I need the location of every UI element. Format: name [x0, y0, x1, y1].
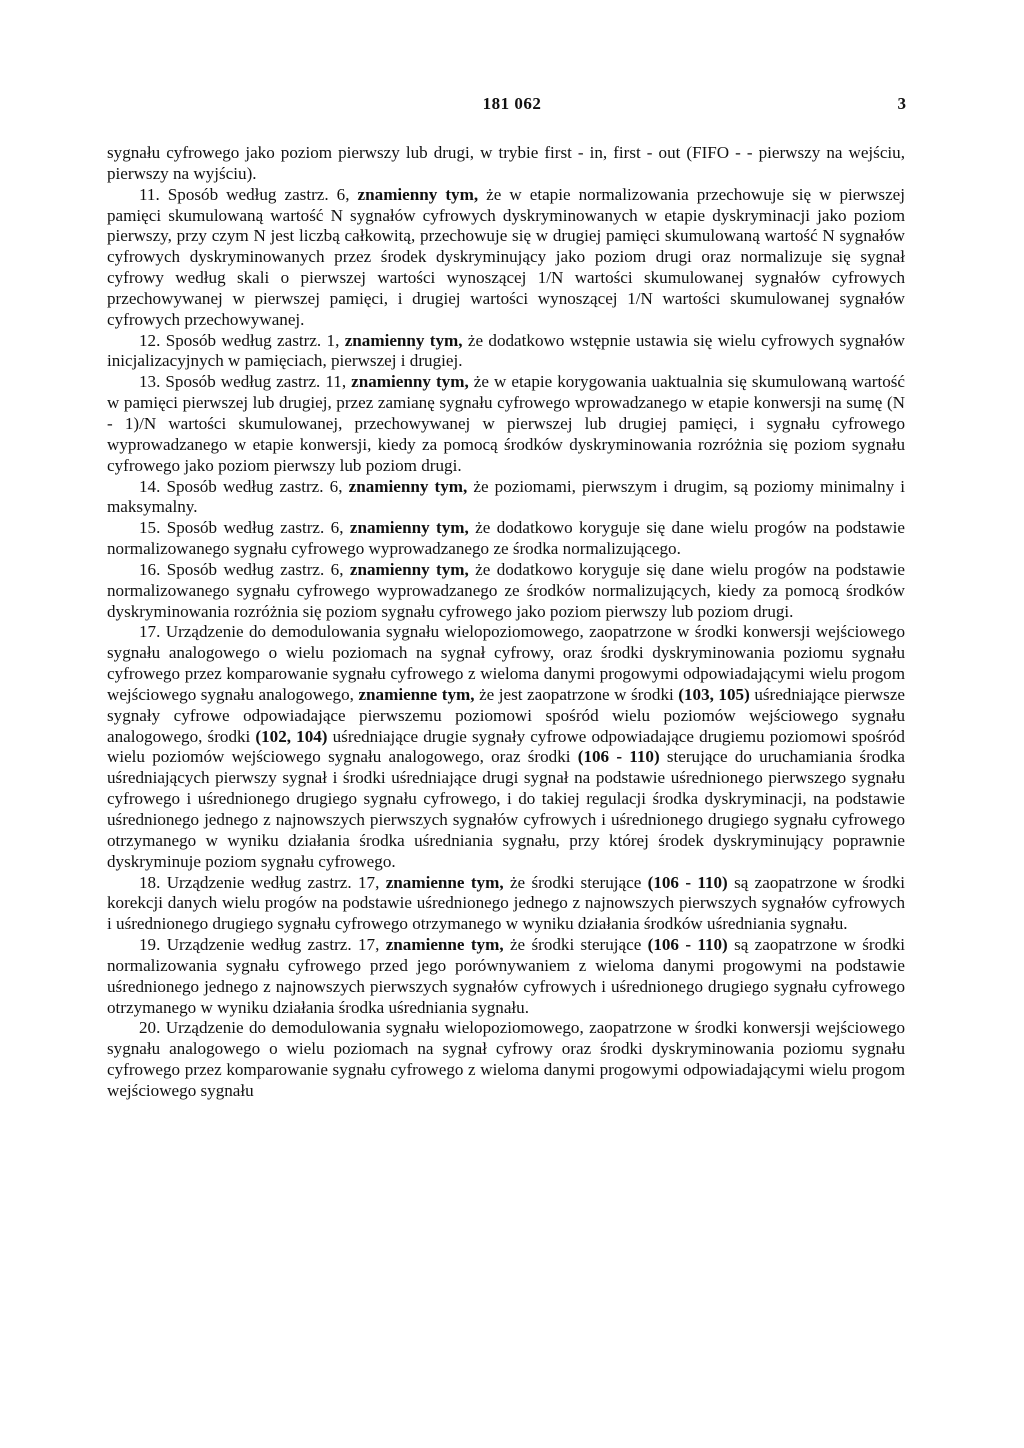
claim-emphasis: znamienny tym, [349, 518, 469, 538]
claim-emphasis: (106 - 110) [647, 935, 728, 955]
document-number: 181 062 [482, 94, 542, 113]
claim-paragraph [107, 331, 905, 373]
claim-text: że w etapie korygowania uaktualnia się skumulowaną wartość w pamięci pierwszej lub drugiej, przez zamianę sygnału cyfrowego wprowadzanego w etapie konwersji na sumę (N - 1)/N wartości skumulowanej, przechowywanej w pierwszej lub drugiej pamięci, i sygnału cyfrowego wyprowadzanego w etapie konwersji, kiedy za pomocą środków dyskryminowania rozróżnia się poziom sygnału cyfrowego jako poziom pierwszy lub poziom drugi. [107, 372, 905, 475]
claim-text: że poziomami, pierwszym i drugim, są poziomy minimalny i maksymalny. [107, 476, 905, 517]
claim-text: że środki sterujące [503, 872, 648, 892]
claims-text [107, 143, 905, 1102]
claim-emphasis: znamienne tym, [385, 935, 504, 955]
claim-emphasis: znamienny tym, [348, 476, 468, 496]
claim-paragraph [107, 935, 905, 1018]
claim-paragraph [107, 518, 905, 560]
claim-text: że środki sterujące [503, 935, 648, 955]
claim-text: są zaopatrzone w środki korekcji danych wielu progów na podstawie uśrednionego jednego z najnowszych pierwszych sygnałów cyfrowych i uśrednionego drugiego sygnału cyfrowego otrzymanego w wyniku działania środków uśredniania sygnału. [107, 872, 905, 934]
claim-text: że w etapie normalizowania przechowuje się w pierwszej pamięci skumulowaną wartość N sygnałów cyfrowych dyskryminowanych w etapie dyskryminacji jako poziom pierwszy, przy czym N jest liczbą całkowitą, przechowuje się w drugiej pamięci skumulowaną wartość N sygnałów cyfrowych dyskryminowanych przez środek dyskryminujący jako poziom drugi oraz normalizuje się sygnał cyfrowy według skali o pierwszej wartości wynoszącej 1/N wartości skumulowanej sygnałów cyfrowych przechowywanej w pierwszej pamięci, i drugiej wartości wynoszącej 1/N wartości skumulowanej sygnałów cyfrowych przechowywanej. [107, 184, 906, 329]
claim-text: sterujące do uruchamiania środka uśredniających pierwszy sygnał i środki uśredniające drugi sygnał na podstawie uśrednionego pierwszego sygnału cyfrowego i uśrednionego drugiego sygnału cyfrowego, i do takiej regulacji środka dyskryminacji, na podstawie uśrednionego jednego z najnowszych pierwszych sygnałów cyfrowych i uśrednionego drugiego sygnału cyfrowego otrzymanego w wyniku działania środka uśredniania sygnału, przy której środek dyskryminujący poprawnie dyskryminuje poziom sygnału cyfrowego. [107, 747, 905, 871]
claim-emphasis: (103, 105) [678, 684, 750, 704]
claim-paragraph [107, 185, 905, 331]
claim-text: 14. Sposób według zastrz. 6, [139, 476, 349, 496]
claim-emphasis: znamienny tym, [357, 184, 479, 204]
page-header [0, 94, 1024, 118]
claim-text: 19. Urządzenie według zastrz. 17, [139, 935, 386, 955]
claim-paragraph [107, 372, 905, 476]
page-number: 3 [897, 94, 906, 113]
claim-emphasis: (106 - 110) [577, 747, 660, 767]
claim-emphasis: znamienne tym, [385, 872, 504, 892]
claim-emphasis: znamienny tym, [349, 559, 469, 579]
claim-text: 18. Urządzenie według zastrz. 17, [139, 872, 386, 892]
claim-text: 12. Sposób według zastrz. 1, [139, 330, 345, 350]
claim-emphasis: znamienne tym, [358, 684, 475, 704]
claim-paragraph [107, 143, 905, 185]
claim-paragraph [107, 622, 905, 872]
claim-emphasis: znamienny tym, [344, 330, 463, 350]
claim-emphasis: znamienny tym, [351, 372, 469, 392]
claim-emphasis: (102, 104) [255, 726, 328, 746]
claim-text: że dodatkowo koryguje się dane wielu progów na podstawie normalizowanego sygnału cyfrowego wyprowadzanego ze środka normalizującego. [107, 518, 905, 559]
claim-text: sygnału cyfrowego jako poziom pierwszy lub drugi, w trybie first - in, first - out (FIFO - - pierwszy na wejściu, pierwszy na wyjściu). [107, 143, 905, 183]
claim-paragraph [107, 477, 905, 519]
claim-paragraph [107, 560, 905, 623]
claim-paragraph [107, 873, 905, 936]
claim-text: że jest zaopatrzone w środki [474, 684, 679, 704]
claim-text: 11. Sposób według zastrz. 6, [139, 184, 358, 204]
claim-text: że dodatkowo koryguje się dane wielu progów na podstawie normalizowanego sygnału cyfrowego wyprowadzanego ze środków normalizujących, kiedy za pomocą środków dyskryminowania rozróżnia się poziom sygnału cyfrowego jako poziom pierwszy lub poziom drugi. [107, 559, 905, 621]
claim-text: 16. Sposób według zastrz. 6, [139, 559, 350, 579]
claim-text: 15. Sposób według zastrz. 6, [139, 518, 350, 538]
claim-text: uśredniające drugie sygnały cyfrowe odpowiadające drugiemu poziomowi spośród wielu poziomów wejściowego sygnału analogowego, oraz środki [107, 726, 905, 767]
claim-text: uśredniające pierwsze sygnały cyfrowe odpowiadające pierwszemu poziomowi spośród wielu poziomów wejściowego sygnału analogowego, środki [107, 684, 906, 746]
claim-text: 17. Urządzenie do demodulowania sygnału wielopoziomowego, zaopatrzone w środki konwersji wejściowego sygnału analogowego o wielu poziomach na sygnał cyfrowy, oraz środki dyskryminowania poziomu sygnału cyfrowego przez komparowanie sygnału cyfrowego z wieloma danymi progowymi odpowiadającymi wielu progom wejściowego sygnału analogowego, [107, 622, 905, 704]
claim-text: 20. Urządzenie do demodulowania sygnału wielopoziomowego, zaopatrzone w środki konwersji wejściowego sygnału analogowego o wielu poziomach na sygnał cyfrowy oraz środki dyskryminowania poziomu sygnału cyfrowego przez komparowanie sygnału cyfrowego z wieloma danymi progowymi odpowiadającymi wielu progom wejściowego sygnału [107, 1018, 905, 1100]
claim-text: że dodatkowo wstępnie ustawia się wielu cyfrowych sygnałów inicjalizacyjnych w pamięciach, pierwszej i drugiej. [107, 330, 905, 371]
claim-text: są zaopatrzone w środki normalizowania sygnału cyfrowego przed jego porównywaniem z wieloma danymi progowymi na podstawie uśrednionego jednego z najnowszych pierwszych sygnałów cyfrowych i uśrednionego drugiego sygnału cyfrowego otrzymanego w wyniku działania środka uśredniania sygnału. [107, 935, 905, 1017]
claim-emphasis: (106 - 110) [647, 872, 728, 892]
claim-text: 13. Sposób według zastrz. 11, [139, 372, 352, 392]
claim-paragraph [107, 1018, 905, 1101]
